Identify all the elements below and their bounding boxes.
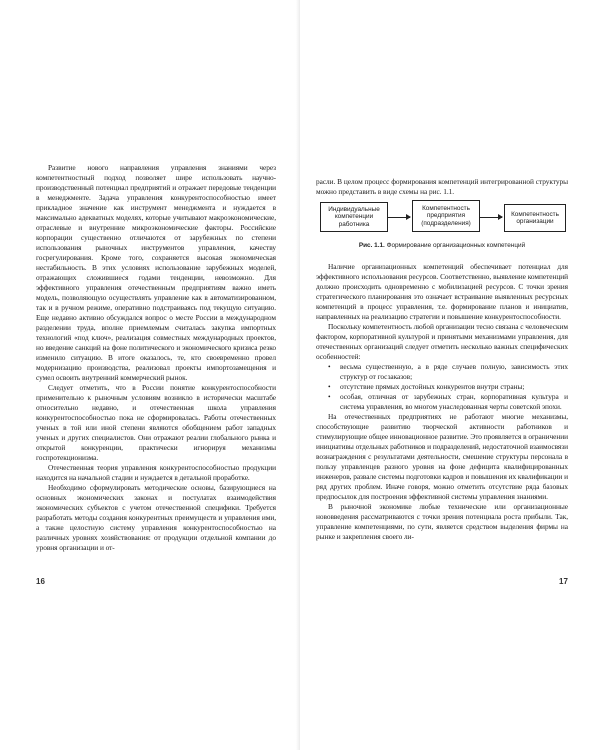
figure-caption [316, 242, 568, 250]
caption-text: Формирование организационных компетенций [386, 242, 526, 249]
diagram-box-individual: Индивидуальные компетенции работника [320, 202, 388, 232]
competence-diagram [314, 200, 570, 236]
list-item [316, 362, 568, 382]
list-item [316, 382, 568, 392]
paragraph: Развитие нового направления управления знаниями через компетентностный подход позволяет шире использовать научно-производственный потенциал предприятий и отражает передовые тенденции в менеджменте. Задача управления конкурентоспособностью имеет прикладное значение как инструмент менеджмента и нуждается в максимально адекватных моделях, которые учитывают макроэкономические, отраслевые и внутренние микроэкономические факторы. Российские корпорации существенно отличаются от зарубежных по степени использования рыночных инструментов управления, качеству госрегулирования. Кроме того, сохраняется высокая экономическая нестабильность. В этих условиях использование зарубежных моделей, отражающих сложившиеся годами тенденции, невозможно. Для эффективного управления отечественным предприятиям важно иметь модель, позволяющую осуществлять управление как в автоматизированном, так и в ручном режиме, оперативно подстраиваясь под текущую ситуацию. Еще недавно активно обсуждался вопрос о месте России в международном разделении труда, вполне приемлемым считалась закупка импортных технологий «под ключ», реализация совместных международных проектов, но введение санкций на фоне политического и экономического кризиса резко изменило ситуацию. В итоге оказалось, те, кто своевременно провел модернизацию производства, реализовал проекты импортозамещения и сумел освоить внутренний коммерческий рынок. [36, 163, 276, 382]
bullet-mark: • [328, 382, 331, 391]
caption-label: Рис. 1.1. [358, 242, 385, 249]
paragraph: На отечественных предприятиях не работают многие механизмы, способствующие развитию творческой активности работников и стимулирующие общее инновационное развитие. Это проявляется в ограничении инициативы отдельных работников и подразделений, недостаточной взаимосвязи вознаграждения с результатами деятельности, смешение структуры персонала в пользу управленцев разного уровня на фоне дефицита квалифицированных инженеров, развале системы подготовки кадров и повышения их квалификации и ряд других проблем. Иначе говоря, можно отметить отсутствие ряда базовых предпосылок для построения эффективной системы управления знаниями. [316, 412, 568, 501]
paragraph: Следует отметить, что в России понятие конкурентоспособности применительно к рыночным условиям возникло в исторически масштабе относительно недавно, и отечественная школа управления конкурентоспособностью пока не сформировалась. Работы отечественных ученых в той или иной степени являются обобщением работ западных ученых и других специалистов. Они отражают реалии глобального рынка и открытой конкуренции, практически игнорируя механизмы госпротекционизма. [36, 383, 276, 462]
diagram-arrow [388, 217, 410, 218]
bullet-mark: • [328, 392, 331, 401]
list-item-text: особая, отличная от зарубежных стран, корпоративная культура и система управления, во многом унаследованная черты советской эпохи. [340, 392, 568, 411]
diagram-arrow [480, 217, 502, 218]
paragraph: Наличие организационных компетенций обеспечивает потенциал для эффективного использования ресурсов. Соответственно, выявление компетенций должно происходить одновременно с мобилизацией ресурсов. С точки зрения стратегического планирования это означает встраивание выявленных ресурсных компетенций в процесс управления, т.е. формирование планов и инициатив, направленных на реализацию стратегии и повышение конкурентоспособности. [316, 262, 568, 321]
list-item-text: весьма существенную, а в ряде случаев полную, зависимость этих структур от госзаказов; [340, 362, 568, 381]
left-page-text [36, 163, 276, 553]
paragraph: Необходимо сформулировать методические основы, базирующиеся на основных экономических законах и постулатах взаимодействия экономических субъектов с учетом отечественной специфики. Требуется разработать методы создания конкурентных преимуществ и управления ими, а также целостную систему управления конкурентоспособностью на различных уровнях хозяйствования: от продукции отдельной компании до уровня организации и от- [36, 483, 276, 552]
bullet-mark: • [328, 362, 331, 371]
paragraph: В рыночной экономике любые технические или организационные нововведения рассматриваются с точки зрения потенциала роста прибыли. Так, управление компетенциями, по сути, является средством выделения фирмы на рынке и закрепления своего ли- [316, 502, 568, 541]
diagram-box-organization: Компетентность организации [504, 204, 566, 232]
page-number: 16 [36, 577, 45, 586]
diagram-box-enterprise: Компетентность предприятия (подразделения) [412, 200, 480, 232]
paragraph: расли. В целом процесс формирования компетенций интегрированной структуры можно представить в виде схемы на рис. 1.1. [316, 177, 568, 196]
list-item-text: отсутствие прямых достойных конкурентов внутри страны; [340, 382, 525, 391]
paragraph: Поскольку компетентность любой организации тесно связана с человеческим фактором, корпоративной культурой и принятыми механизмами управления, для отечественных организаций следует отметить несколько важных специфических особенностей: [316, 322, 568, 361]
right-page-text [316, 262, 568, 542]
list-item [316, 392, 568, 412]
page-number: 17 [559, 577, 568, 586]
right-page [300, 0, 600, 750]
paragraph: Отечественная теория управления конкурентоспособностью продукции находится на начальной стадии и нуждается в детальной проработке. [36, 463, 276, 482]
right-page-intro [316, 177, 568, 197]
